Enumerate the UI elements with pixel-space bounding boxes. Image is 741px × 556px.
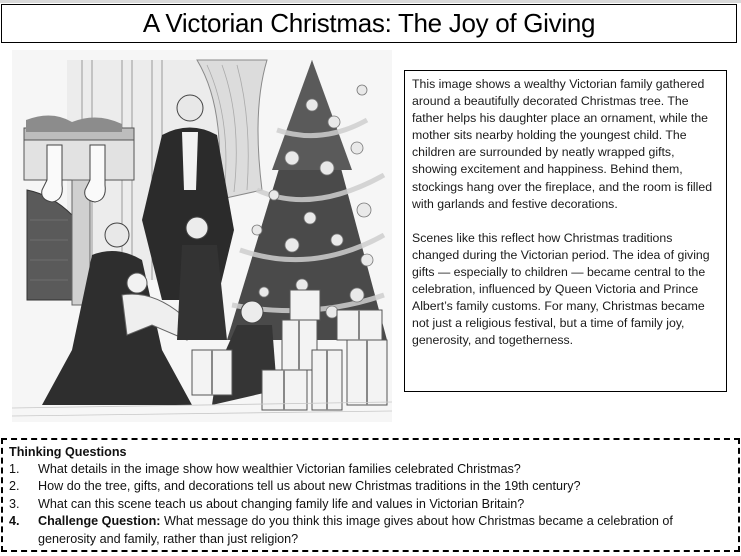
page-title: A Victorian Christmas: The Joy of Giving xyxy=(142,8,596,38)
thinking-questions-box xyxy=(1,438,740,552)
description-box xyxy=(404,70,727,392)
description-paragraph-2: Scenes like this reflect how Christmas traditions changed during the Victorian period. The idea of giving gifts — especially to children — became central to the celebration, influenced by Queen Victoria and Prince Albert’s family customs. For many, Christmas became not just a religious festival, but a time of family joy, generosity, and togetherness. xyxy=(412,230,710,348)
question-number: 3. xyxy=(9,496,20,511)
description-paragraph-1: This image shows a wealthy Victorian family gathered around a beautifully decorated Christmas tree. The father helps his daughter place an ornament, while the mother sits nearby holding the youngest child. The children are surrounded by neatly wrapped gifts, showing excitement and happiness. Behind them, stockings hang over the fireplace, and the room is filled with garlands and festive decorations. xyxy=(412,77,713,211)
challenge-label: Challenge Question: xyxy=(38,514,161,529)
title-box xyxy=(1,4,737,43)
question-number: 4. xyxy=(9,514,20,529)
question-item xyxy=(9,478,732,495)
challenge-text: What message do you think this image gives about how Christmas became a celebration of generosity and family, rather than just religion? xyxy=(38,514,673,546)
illustration-image xyxy=(12,50,392,422)
question-item xyxy=(9,496,732,513)
questions-list xyxy=(9,461,732,548)
question-text: How do the tree, gifts, and decorations tell us about new Christmas traditions in the 19th century? xyxy=(38,479,581,494)
question-number: 1. xyxy=(9,462,20,476)
questions-heading: Thinking Questions xyxy=(9,445,127,459)
victorian-christmas-illustration xyxy=(12,50,392,422)
top-edge xyxy=(0,0,741,3)
question-number: 2. xyxy=(9,479,20,494)
question-text: What can this scene teach us about changing family life and values in Victorian Britain? xyxy=(38,496,525,511)
question-text: What details in the image show how wealthier Victorian families celebrated Christmas? xyxy=(38,462,521,476)
question-text xyxy=(38,513,732,548)
question-item xyxy=(9,461,732,478)
challenge-question-item xyxy=(9,513,732,548)
